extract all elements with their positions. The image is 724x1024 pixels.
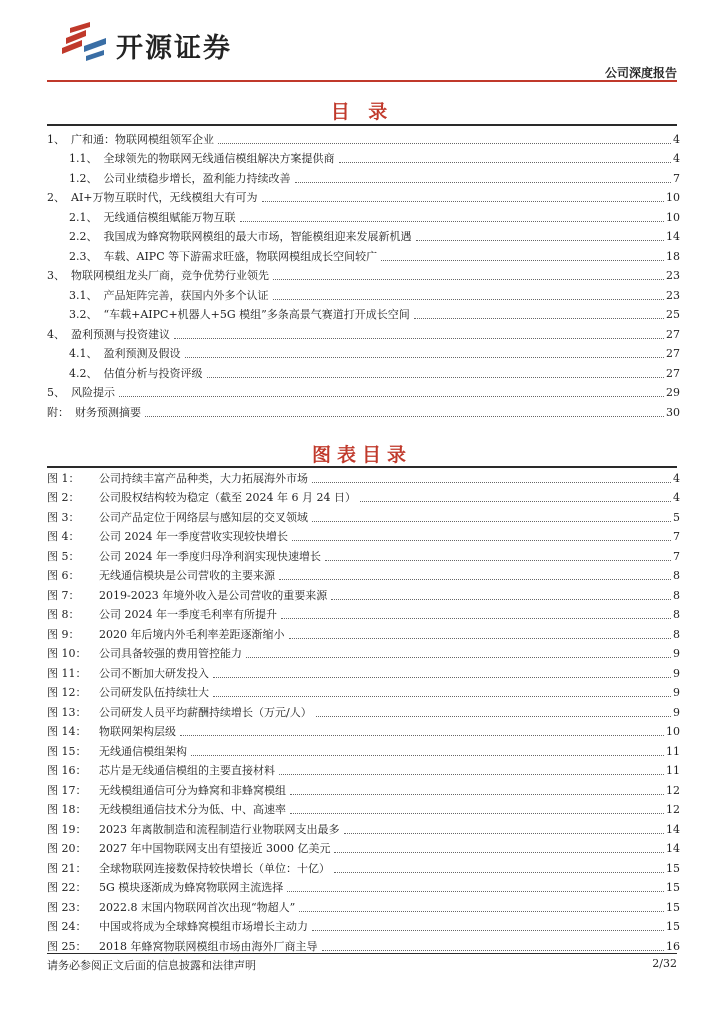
entry-title: 2022.8 末国内物联网首次出现“物超人” xyxy=(99,900,296,914)
figure-entry[interactable] xyxy=(47,856,680,876)
entry-page: 15 xyxy=(666,861,680,875)
entry-title: 物联网架构层级 xyxy=(99,725,176,738)
figure-entry[interactable] xyxy=(47,934,680,954)
entry-page: 7 xyxy=(673,171,680,185)
figure-entry[interactable] xyxy=(47,915,680,935)
toc-entry[interactable] xyxy=(47,361,680,381)
entry-title: 财务预测摘要 xyxy=(75,405,141,419)
kaiyuan-logo-icon xyxy=(60,22,108,62)
entry-page: 7 xyxy=(673,549,680,563)
toc-entry[interactable] xyxy=(47,264,680,284)
dot-leader xyxy=(290,794,664,795)
entry-number: 图 18： xyxy=(47,803,87,816)
entry-page: 4 xyxy=(673,491,680,504)
page-header xyxy=(0,0,724,90)
entry-page: 11 xyxy=(666,764,680,777)
figure-entry[interactable] xyxy=(47,739,680,759)
brand-logo xyxy=(60,22,270,62)
footer-disclaimer: 请务必参阅正文后面的信息披露和法律声明 xyxy=(47,959,256,972)
toc-entry[interactable] xyxy=(47,342,680,362)
entry-title: 公司股权结构较为稳定（截至 2024 年 6 月 24 日） xyxy=(99,491,356,504)
toc-title: 目 录 xyxy=(330,101,394,123)
entry-page: 15 xyxy=(666,920,680,933)
figure-entry[interactable] xyxy=(47,583,680,603)
dot-leader xyxy=(262,201,664,202)
entry-page: 29 xyxy=(666,386,680,399)
entry-title: 公司研发队伍持续壮大 xyxy=(99,686,209,699)
entry-title: 公司业绩稳步增长，盈利能力持续改善 xyxy=(103,171,291,185)
entry-title: 公司具备较强的费用管控能力 xyxy=(99,647,242,660)
figure-entry[interactable] xyxy=(47,700,680,720)
figure-entry[interactable] xyxy=(47,895,680,915)
toc-entry[interactable] xyxy=(47,244,680,264)
dot-leader xyxy=(312,930,664,931)
entry-number: 图 16： xyxy=(47,764,87,777)
entry-title: 2019-2023 年境外收入是公司营收的重要来源 xyxy=(99,588,328,602)
dot-leader xyxy=(180,735,664,736)
dot-leader xyxy=(295,182,672,183)
brand-name: 开源证券 xyxy=(116,33,232,64)
header-divider xyxy=(47,80,677,82)
entry-title: 公司产品定位于网络层与感知层的交叉领域 xyxy=(99,510,308,524)
entry-title: 公司持续丰富产品种类，大力拓展海外市场 xyxy=(99,471,308,485)
footer-divider xyxy=(47,953,677,954)
entry-number: 图 17： xyxy=(47,783,87,797)
entry-page: 18 xyxy=(666,249,680,263)
dot-leader xyxy=(185,357,665,358)
entry-title: 无线通信模块是公司营收的主要来源 xyxy=(99,569,275,582)
entry-page: 8 xyxy=(673,627,680,641)
entry-page: 12 xyxy=(666,803,680,816)
entry-page: 8 xyxy=(673,569,680,582)
entry-number: 图 2： xyxy=(47,491,80,504)
entry-number: 图 24： xyxy=(47,920,87,933)
entry-title: 2023 年离散制造和流程制造行业物联网支出最多 xyxy=(99,822,340,836)
dot-leader xyxy=(381,260,664,261)
entry-title: 广和通：物联网模组领军企业 xyxy=(71,132,214,146)
entry-title: “车载+AIPC+机器人+5G 模组”多条高景气赛道打开成长空间 xyxy=(103,308,410,321)
figure-entry[interactable] xyxy=(47,681,680,701)
entry-page: 9 xyxy=(673,666,680,680)
toc-entry[interactable] xyxy=(47,205,680,225)
entry-number: 4.1、 xyxy=(69,347,98,360)
entry-number: 图 9： xyxy=(47,627,80,641)
entry-title: 无线模组通信可分为蜂窝和非蜂窝模组 xyxy=(99,783,286,797)
entry-number: 图 13： xyxy=(47,705,87,719)
dot-leader xyxy=(299,911,664,912)
entry-number: 图 6： xyxy=(47,569,80,582)
entry-title: 公司 2024 年一季度毛利率有所提升 xyxy=(99,608,277,621)
entry-title: 5G 模块逐渐成为蜂窝物联网主流选择 xyxy=(99,881,284,894)
entry-number: 图 12： xyxy=(47,686,87,699)
entry-title: 盈利预测与投资建议 xyxy=(71,327,170,341)
dot-leader xyxy=(290,813,664,814)
dot-leader xyxy=(213,677,671,678)
dot-leader xyxy=(218,143,671,144)
page-number: 2/32 xyxy=(652,957,677,970)
toc-entry[interactable] xyxy=(47,303,680,323)
entry-number: 图 21： xyxy=(47,861,87,875)
dot-leader xyxy=(360,501,671,502)
dot-leader xyxy=(213,696,671,697)
entry-page: 10 xyxy=(666,191,680,204)
entry-page: 5 xyxy=(673,510,680,524)
entry-number: 图 14： xyxy=(47,725,87,738)
figure-entry[interactable] xyxy=(47,817,680,837)
entry-page: 10 xyxy=(666,725,680,738)
toc-entry[interactable] xyxy=(47,127,680,147)
dot-leader xyxy=(273,279,664,280)
entry-title: 车载、AIPC 等下游需求旺盛，物联网模组成长空间较广 xyxy=(103,249,378,263)
entry-title: 无线通信模组赋能万物互联 xyxy=(103,210,236,224)
dot-leader xyxy=(145,416,664,417)
dot-leader xyxy=(191,755,664,756)
dot-leader xyxy=(414,318,664,319)
entry-title: 我国成为蜂窝物联网模组的最大市场，智能模组迎来发展新机遇 xyxy=(103,230,412,243)
dot-leader xyxy=(339,162,672,163)
figure-entry[interactable] xyxy=(47,661,680,681)
figure-entry[interactable] xyxy=(47,778,680,798)
entry-title: 物联网模组龙头厂商，竞争优势行业领先 xyxy=(71,269,269,282)
entry-title: 无线通信模组架构 xyxy=(99,744,187,758)
figure-entry[interactable] xyxy=(47,525,680,545)
toc-entry[interactable] xyxy=(47,283,680,303)
toc-entry[interactable] xyxy=(47,322,680,342)
entry-number: 5、 xyxy=(47,386,65,399)
dot-leader xyxy=(334,852,664,853)
entry-number: 2.2、 xyxy=(69,230,98,243)
figures-title: 图表目录 xyxy=(311,444,412,466)
figure-entry[interactable] xyxy=(47,720,680,740)
entry-title: 产品矩阵完善，获国内外多个认证 xyxy=(103,288,269,302)
figure-entry[interactable] xyxy=(47,759,680,779)
dot-leader xyxy=(246,657,671,658)
toc-list xyxy=(47,127,680,420)
entry-title: 2018 年蜂窝物联网模组市场由海外厂商主导 xyxy=(99,939,318,953)
entry-page: 15 xyxy=(666,900,680,914)
toc-entry[interactable] xyxy=(47,186,680,206)
toc-entry[interactable] xyxy=(47,147,680,167)
entry-title: 公司 2024 年一季度归母净利润实现快速增长 xyxy=(99,549,321,563)
figure-entry[interactable] xyxy=(47,622,680,642)
entry-title: 盈利预测及假设 xyxy=(103,347,181,360)
dot-leader xyxy=(316,716,671,717)
entry-number: 4、 xyxy=(47,327,65,341)
dot-leader xyxy=(289,638,672,639)
dot-leader xyxy=(322,950,665,951)
entry-number: 图 23： xyxy=(47,900,87,914)
entry-page: 14 xyxy=(666,822,680,836)
toc-divider xyxy=(47,124,677,126)
entry-number: 图 15： xyxy=(47,744,87,758)
entry-page: 16 xyxy=(666,939,680,953)
entry-title: 公司研发人员平均薪酬持续增长（万元/人） xyxy=(99,705,312,719)
toc-entry[interactable] xyxy=(47,381,680,401)
entry-page: 10 xyxy=(666,210,680,224)
dot-leader xyxy=(292,540,671,541)
entry-title: 全球领先的物联网无线通信模组解决方案提供商 xyxy=(103,152,335,165)
entry-page: 8 xyxy=(673,588,680,602)
entry-page: 4 xyxy=(673,132,680,146)
entry-page: 27 xyxy=(666,347,680,360)
entry-page: 15 xyxy=(666,881,680,894)
entry-title: 2020 年后境内外毛利率差距逐渐缩小 xyxy=(99,627,285,641)
entry-number: 图 8： xyxy=(47,608,80,621)
toc-entry[interactable] xyxy=(47,166,680,186)
entry-number: 图 11： xyxy=(47,666,87,680)
entry-number: 图 4： xyxy=(47,530,80,543)
entry-title: 芯片是无线通信模组的主要直接材料 xyxy=(99,764,275,777)
entry-page: 9 xyxy=(673,705,680,719)
dot-leader xyxy=(281,618,671,619)
entry-number: 图 7： xyxy=(47,588,80,602)
entry-page: 25 xyxy=(666,308,680,321)
entry-number: 3.2、 xyxy=(69,308,98,321)
entry-title: 公司不断加大研发投入 xyxy=(99,666,209,680)
entry-page: 27 xyxy=(666,366,680,380)
dot-leader xyxy=(344,833,665,834)
entry-number: 图 1： xyxy=(47,471,80,485)
figures-list xyxy=(47,466,680,954)
entry-page: 4 xyxy=(673,152,680,165)
entry-number: 图 5： xyxy=(47,549,80,563)
report-type-label: 公司深度报告 xyxy=(604,66,677,80)
dot-leader xyxy=(119,396,664,397)
entry-title: 2027 年中国物联网支出有望接近 3000 亿美元 xyxy=(99,842,331,855)
entry-title: 无线模组通信技术分为低、中、高速率 xyxy=(99,803,286,816)
entry-title: 估值分析与投资评级 xyxy=(103,366,203,380)
dot-leader xyxy=(325,560,671,561)
dot-leader xyxy=(279,774,664,775)
dot-leader xyxy=(174,338,664,339)
figure-entry[interactable] xyxy=(47,603,680,623)
dot-leader xyxy=(287,891,664,892)
entry-number: 2.3、 xyxy=(69,249,98,263)
dot-leader xyxy=(312,482,671,483)
entry-title: 中国或将成为全球蜂窝模组市场增长主动力 xyxy=(99,920,308,933)
entry-number: 图 19： xyxy=(47,822,87,836)
figure-entry[interactable] xyxy=(47,466,680,486)
dot-leader xyxy=(273,299,665,300)
entry-page: 14 xyxy=(666,842,680,855)
entry-number: 2、 xyxy=(47,191,65,204)
dot-leader xyxy=(207,377,665,378)
entry-page: 7 xyxy=(673,530,680,543)
entry-number: 1、 xyxy=(47,132,65,146)
entry-page: 9 xyxy=(673,647,680,660)
entry-number: 3、 xyxy=(47,269,65,282)
figure-entry[interactable] xyxy=(47,642,680,662)
entry-page: 8 xyxy=(673,608,680,621)
entry-title: AI+万物互联时代，无线模组大有可为 xyxy=(71,191,258,204)
dot-leader xyxy=(240,221,665,222)
entry-title: 风险提示 xyxy=(71,386,115,399)
entry-number: 图 25： xyxy=(47,939,87,953)
toc-entry[interactable] xyxy=(47,225,680,245)
entry-number: 1.1、 xyxy=(69,152,98,165)
entry-number: 图 3： xyxy=(47,510,80,524)
entry-number: 3.1、 xyxy=(69,288,98,302)
entry-page: 23 xyxy=(666,288,680,302)
dot-leader xyxy=(334,872,664,873)
entry-page: 11 xyxy=(666,744,680,758)
entry-number: 图 20： xyxy=(47,842,87,855)
dot-leader xyxy=(279,579,671,580)
entry-page: 12 xyxy=(666,783,680,797)
toc-entry[interactable] xyxy=(47,400,680,420)
entry-number: 图 22： xyxy=(47,881,87,894)
figure-entry[interactable] xyxy=(47,544,680,564)
entry-number: 4.2、 xyxy=(69,366,98,380)
entry-page: 9 xyxy=(673,686,680,699)
entry-page: 4 xyxy=(673,471,680,485)
dot-leader xyxy=(312,521,671,522)
entry-number: 图 10： xyxy=(47,647,87,660)
dot-leader xyxy=(331,599,671,600)
figure-entry[interactable] xyxy=(47,837,680,857)
entry-page: 30 xyxy=(666,405,680,419)
entry-page: 23 xyxy=(666,269,680,282)
figure-entry[interactable] xyxy=(47,564,680,584)
entry-title: 公司 2024 年一季度营收实现较快增长 xyxy=(99,530,288,543)
figure-entry[interactable] xyxy=(47,876,680,896)
figure-entry[interactable] xyxy=(47,798,680,818)
entry-number: 1.2、 xyxy=(69,171,98,185)
figure-entry[interactable] xyxy=(47,486,680,506)
entry-page: 14 xyxy=(666,230,680,243)
entry-page: 27 xyxy=(666,327,680,341)
figure-entry[interactable] xyxy=(47,505,680,525)
dot-leader xyxy=(416,240,665,241)
entry-number: 2.1、 xyxy=(69,210,98,224)
entry-title: 全球物联网连接数保持较快增长（单位：十亿） xyxy=(99,861,330,875)
entry-number: 附： xyxy=(47,405,69,419)
